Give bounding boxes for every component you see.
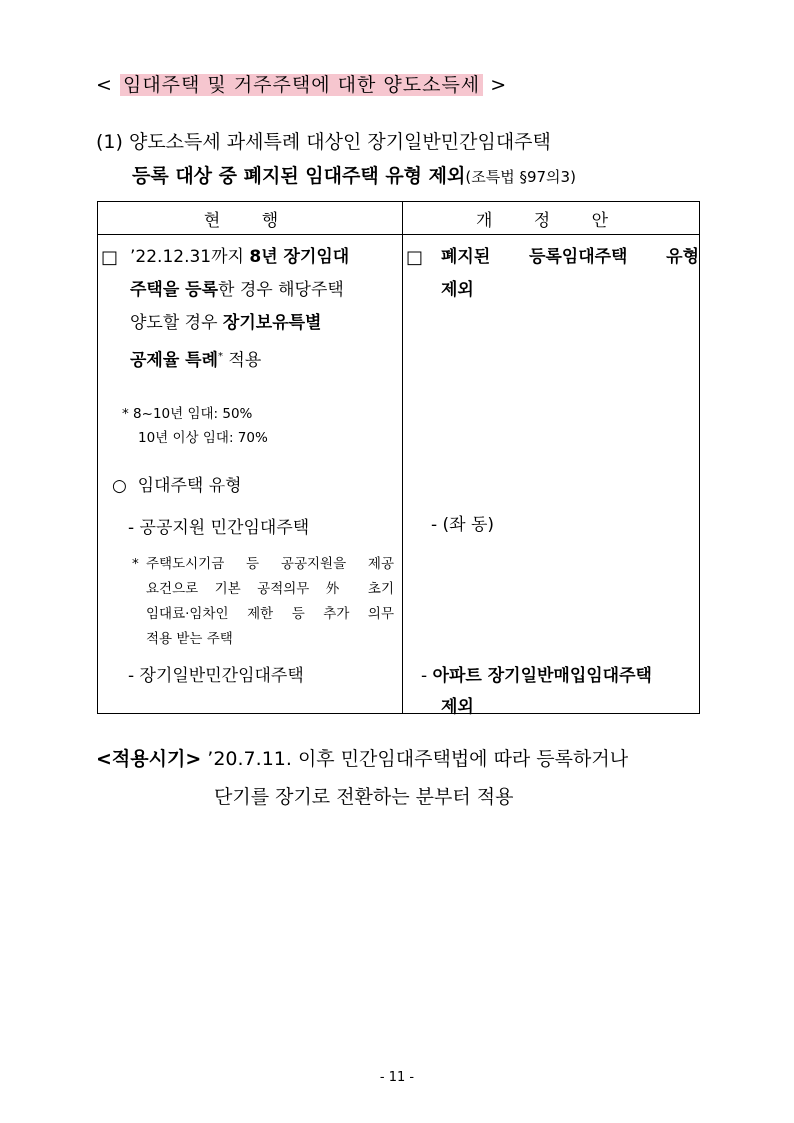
current-line2-rest: 한 경우 해당주택 xyxy=(218,280,344,300)
law-reference: (조특법 §97의3) xyxy=(465,168,576,186)
rental-type-title: 임대주택 유형 xyxy=(137,476,242,496)
subsection-number: (1) xyxy=(96,131,123,153)
note2-line1: 주택도시기금 등 공공지원을 제공 xyxy=(146,556,394,572)
note2-line2: 요건으로 기본 공적의무 外 초기 xyxy=(146,581,394,597)
header-revised: 개 정 안 xyxy=(403,202,700,235)
revised-line1: 폐지된 등록임대주택 유형 xyxy=(441,247,699,267)
revised-type2-line1 xyxy=(421,660,652,693)
current-line3-bold: 장기보유특별 xyxy=(222,313,322,333)
apply-line2: 단기를 장기로 전환하는 분부터 적용 xyxy=(214,786,514,808)
table-body-row xyxy=(98,235,700,714)
subsection-title xyxy=(96,125,576,194)
revised-type1: - (좌 동) xyxy=(431,515,495,535)
revised-type2-dash: - xyxy=(421,666,433,686)
subsection-line1 xyxy=(96,125,576,159)
note2-line3: 임대료·임차인 제한 등 추가 의무 xyxy=(146,606,394,622)
current-line3 xyxy=(130,307,321,340)
apply-period xyxy=(96,740,628,816)
comparison-table xyxy=(97,201,700,717)
current-type1: - 공공지원 민간임대주택 xyxy=(128,518,310,538)
circle-bullet: ○ xyxy=(112,476,127,496)
current-type2: - 장기일반민간임대주택 xyxy=(128,666,304,686)
subsection-line2 xyxy=(96,159,576,194)
current-line2 xyxy=(130,274,344,307)
subsection-line2-bold: 등록 대상 중 폐지된 임대주택 유형 제외 xyxy=(132,165,466,187)
revised-line2: 제외 xyxy=(441,280,474,300)
current-line2-bold: 주택을 등록 xyxy=(130,280,219,300)
current-line4-star: * xyxy=(218,351,224,362)
apply-line1-text: ’20.7.11. 이후 민간임대주택법에 따라 등록하거나 xyxy=(201,748,629,770)
heading-open: < xyxy=(96,74,120,96)
header-current: 현 행 xyxy=(98,202,403,235)
note2-line4: 적용 받는 주택 xyxy=(146,631,233,647)
current-cell xyxy=(98,235,403,714)
revised-cell xyxy=(403,235,700,717)
revised-type2-line2: 제외 xyxy=(441,697,474,717)
current-line4-bold: 공제율 특례 xyxy=(130,350,219,371)
apply-label: <적용시기> xyxy=(96,748,202,770)
current-line4 xyxy=(130,340,261,378)
revised-checkbox: □ xyxy=(406,247,424,268)
current-line1-date: ’22.12.31까지 xyxy=(130,247,250,267)
note1-line2: 10년 이상 임대: 70% xyxy=(138,430,268,446)
note2-star: * xyxy=(132,556,139,572)
heading-title: 임대주택 및 거주주택에 대한 양도소득세 xyxy=(120,74,483,96)
rental-type-heading xyxy=(112,470,242,503)
revised-type2-text: 아파트 장기일반매입임대주택 xyxy=(432,666,652,686)
table-header-row xyxy=(98,202,700,235)
current-line1 xyxy=(130,241,349,274)
current-line1-bold: 8년 장기임대 xyxy=(249,247,350,267)
heading-close: > xyxy=(483,74,508,96)
note1-line1: * 8~10년 임대: 50% xyxy=(122,406,253,422)
apply-line1 xyxy=(96,740,628,778)
subsection-line1-text: 양도소득세 과세특례 대상인 장기일반민간임대주택 xyxy=(128,131,551,153)
page-number: - 11 - xyxy=(379,1070,415,1085)
section-heading xyxy=(96,70,507,97)
current-line3-pre: 양도할 경우 xyxy=(130,313,223,333)
current-line4-rest: 적용 xyxy=(223,350,262,371)
current-checkbox: □ xyxy=(101,247,119,268)
